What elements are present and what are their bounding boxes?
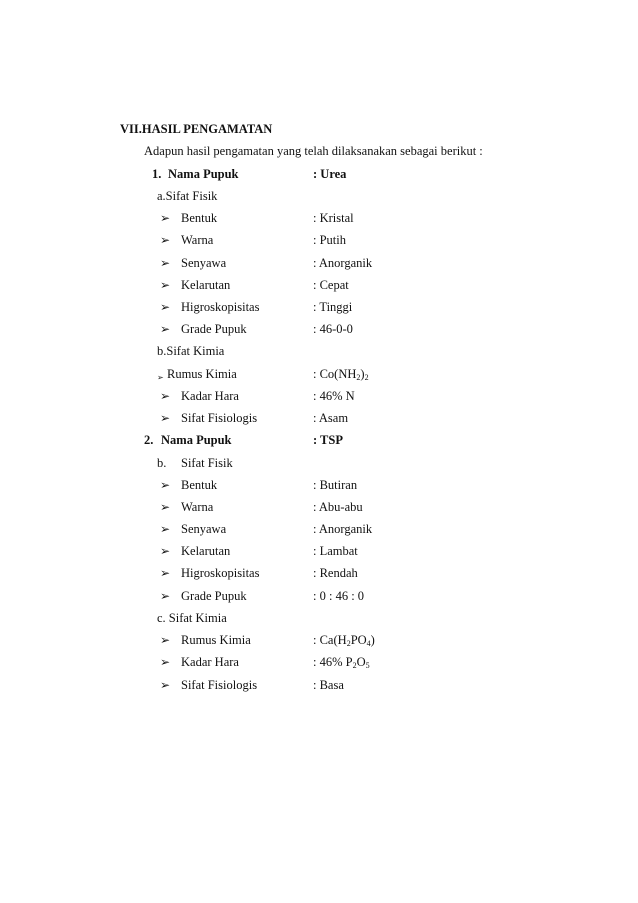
urea-kimia-heading: b.Sifat Kimia: [157, 344, 225, 358]
tsp-fisik-label: Higroskopisitas: [181, 566, 260, 580]
urea-fisik-label: Bentuk: [181, 211, 218, 225]
section-title: VII.HASIL PENGAMATAN: [120, 122, 273, 136]
bullet-icon: ➢: [160, 211, 171, 225]
bullet-icon: ➢: [160, 256, 171, 270]
urea-fisik-value: : Kristal: [313, 211, 354, 225]
tsp-fisik-marker: b.: [157, 456, 167, 470]
tsp-kimia-label: Rumus Kimia: [181, 633, 251, 647]
bullet-icon: ➢: [157, 373, 164, 382]
tsp-fisik-heading: Sifat Fisik: [181, 456, 233, 470]
urea-fisik-label: Senyawa: [181, 256, 227, 270]
bullet-icon: ➢: [160, 566, 171, 580]
tsp-kimia-label: Sifat Fisiologis: [181, 678, 258, 692]
bullet-icon: ➢: [160, 678, 171, 692]
tsp-fisik-label: Bentuk: [181, 478, 218, 492]
urea-kimia-label: Sifat Fisiologis: [181, 411, 258, 425]
tsp-kimia-label: Kadar Hara: [181, 655, 239, 669]
urea-fisik-value: : Anorganik: [313, 256, 373, 270]
bullet-icon: ➢: [160, 411, 171, 425]
bullet-icon: ➢: [160, 589, 171, 603]
urea-fisik-value: : Cepat: [313, 278, 349, 292]
urea-kimia-label: Kadar Hara: [181, 389, 239, 403]
urea-name-value: : Urea: [313, 167, 347, 181]
bullet-icon: ➢: [160, 500, 171, 514]
bullet-icon: ➢: [160, 522, 171, 536]
tsp-kimia-heading: c. Sifat Kimia: [157, 611, 227, 625]
tsp-fisik-value: : Abu-abu: [313, 500, 363, 514]
tsp-name-value: : TSP: [313, 433, 343, 447]
urea-fisik-label: Higroskopisitas: [181, 300, 260, 314]
bullet-icon: ➢: [160, 300, 171, 314]
bullet-icon: ➢: [160, 278, 171, 292]
urea-kimia-value: : 46% N: [313, 389, 355, 403]
bullet-icon: ➢: [160, 233, 171, 247]
tsp-fisik-value: : Lambat: [313, 544, 358, 558]
urea-fisik-value: : 46-0-0: [313, 322, 353, 336]
urea-fisik-heading: a.Sifat Fisik: [157, 189, 218, 203]
urea-name-label: Nama Pupuk: [168, 167, 239, 181]
tsp-number: 2.: [144, 433, 154, 447]
urea-number: 1.: [152, 167, 162, 181]
urea-fisik-label: Warna: [181, 233, 214, 247]
urea-fisik-label: Kelarutan: [181, 278, 231, 292]
tsp-fisik-value: : 0 : 46 : 0: [313, 589, 365, 603]
urea-fisik-value: : Tinggi: [313, 300, 353, 314]
bullet-icon: ➢: [160, 322, 171, 336]
tsp-kimia-value: : Basa: [313, 678, 344, 692]
tsp-kadar-value: : 46% $P_2O_5$: [313, 655, 370, 670]
tsp-fisik-label: Senyawa: [181, 522, 227, 536]
bullet-icon: ➢: [160, 478, 171, 492]
urea-fisik-value: : Putih: [313, 233, 346, 247]
urea-fisik-label: Grade Pupuk: [181, 322, 247, 336]
tsp-name-label: Nama Pupuk: [161, 433, 232, 447]
tsp-fisik-label: Warna: [181, 500, 214, 514]
tsp-fisik-value: : Rendah: [313, 566, 358, 580]
tsp-fisik-value: : Butiran: [313, 478, 358, 492]
urea-kimia-value: : Asam: [313, 411, 349, 425]
bullet-icon: ➢: [160, 389, 171, 403]
tsp-fisik-value: : Anorganik: [313, 522, 373, 536]
tsp-fisik-label: Grade Pupuk: [181, 589, 247, 603]
urea-rumus-value: : $Co(NH_2)_2$: [313, 367, 369, 382]
bullet-icon: ➢: [160, 655, 171, 669]
intro-text: Adapun hasil pengamatan yang telah dilaksanakan sebagai berikut :: [144, 144, 483, 158]
bullet-icon: ➢: [160, 544, 171, 558]
tsp-fisik-label: Kelarutan: [181, 544, 231, 558]
tsp-rumus-value: : $Ca(H_2PO_4)$: [313, 633, 375, 648]
urea-kimia-label: Rumus Kimia: [167, 367, 237, 381]
bullet-icon: ➢: [160, 633, 171, 647]
